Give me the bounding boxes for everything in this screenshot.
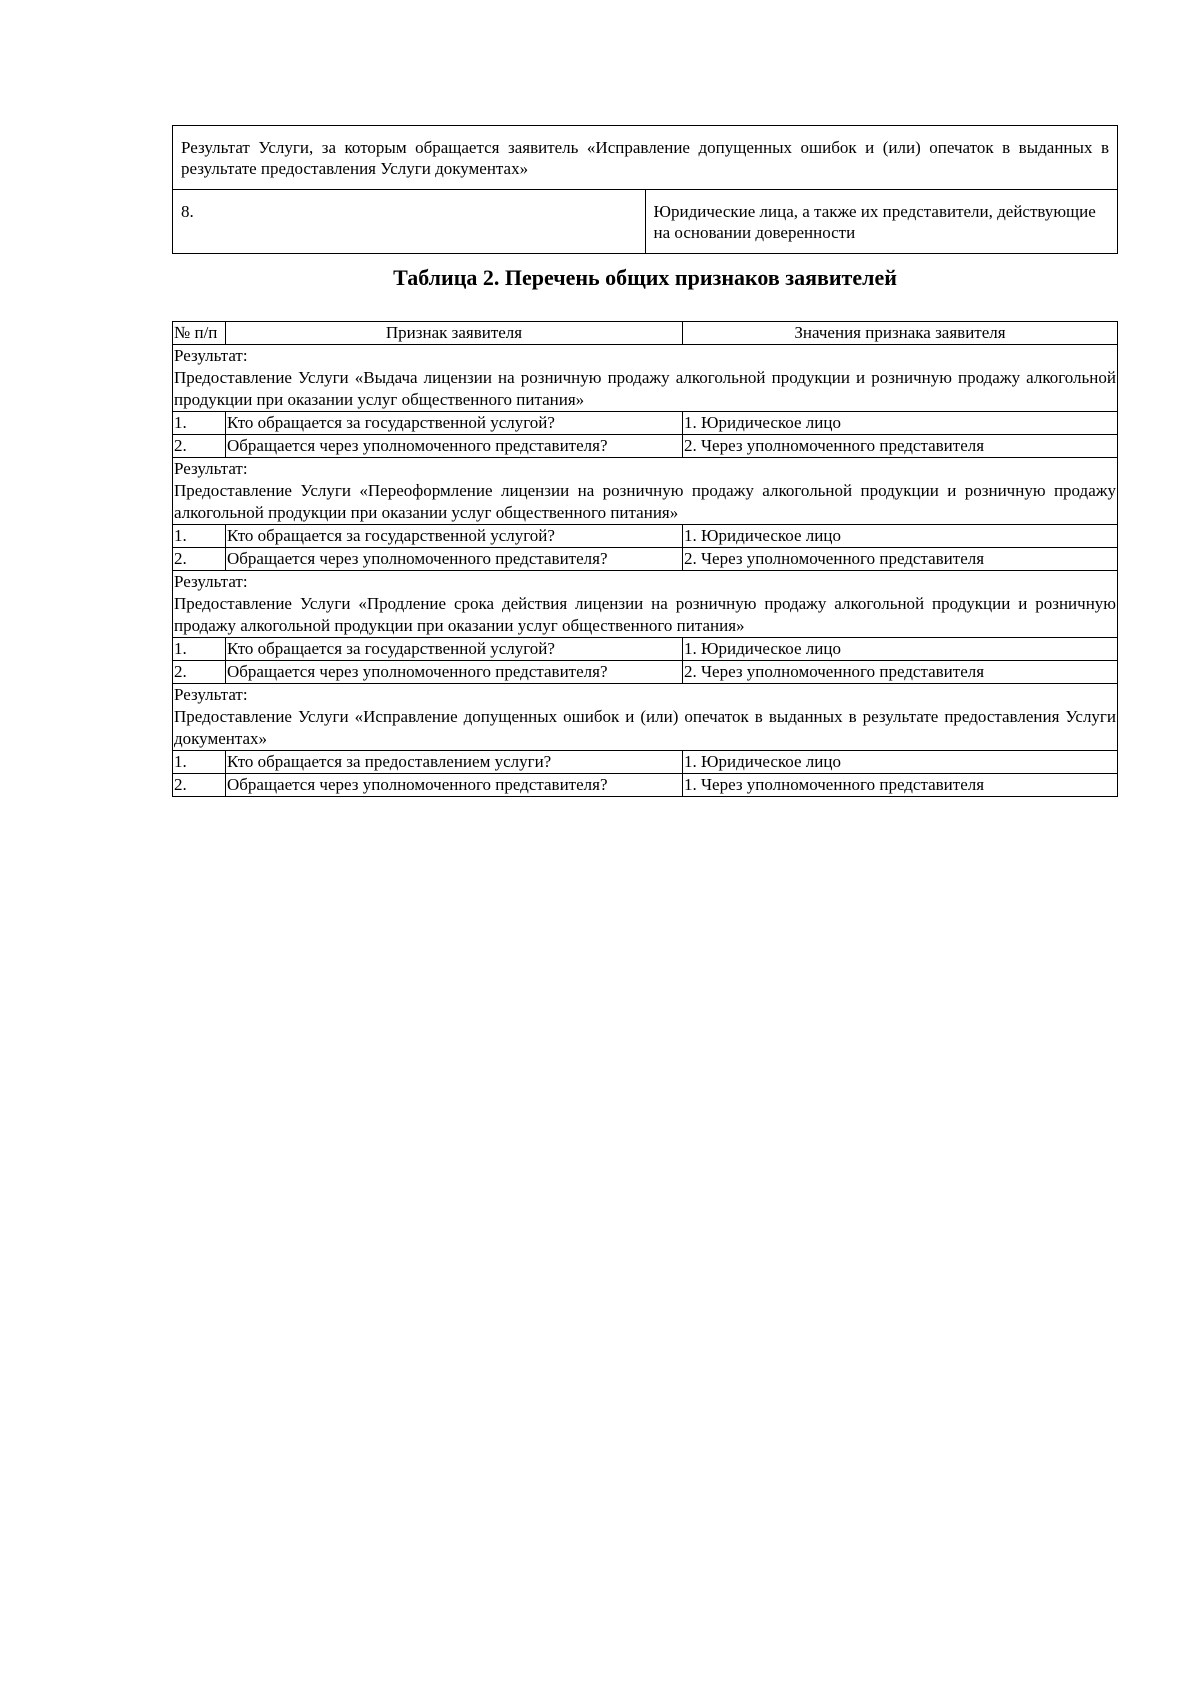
- result-group-cell: [173, 571, 1118, 638]
- result-group-cell: [173, 345, 1118, 412]
- result-text: Предоставление Услуги «Исправление допущенных ошибок и (или) опечаток в выданных в результате предоставления Услуги документах»: [174, 707, 1116, 748]
- feature-cell: Обращается через уполномоченного представителя?: [226, 435, 683, 458]
- result-group-row: [173, 684, 1118, 751]
- common-features-table: [172, 321, 1118, 797]
- feature-cell: Кто обращается за государственной услугой?: [226, 638, 683, 661]
- row-number-cell: 2.: [173, 435, 226, 458]
- result-group-cell: [173, 684, 1118, 751]
- table-row: [173, 661, 1118, 684]
- result-group-row: [173, 458, 1118, 525]
- result-text: Предоставление Услуги «Переоформление лицензии на розничную продажу алкогольной продукции и розничную продажу алкогольной продукции при оказании услуг общественного питания»: [174, 481, 1116, 522]
- result-description-cell: Результат Услуги, за которым обращается заявитель «Исправление допущенных ошибок и (или) опечаток в выданных в результате предоставления Услуги документах»: [173, 126, 1118, 190]
- feature-cell: Кто обращается за государственной услугой?: [226, 525, 683, 548]
- feature-cell: Кто обращается за государственной услугой?: [226, 412, 683, 435]
- column-header-number: № п/п: [173, 322, 226, 345]
- table-row: [173, 638, 1118, 661]
- feature-cell: Обращается через уполномоченного представителя?: [226, 548, 683, 571]
- row-number-cell: 2.: [173, 548, 226, 571]
- table-header-row: [173, 322, 1118, 345]
- table-row: [173, 774, 1118, 797]
- column-header-feature: Признак заявителя: [226, 322, 683, 345]
- row-number-cell: 2.: [173, 774, 226, 797]
- row-number-cell: 2.: [173, 661, 226, 684]
- result-label: Результат:: [174, 685, 248, 704]
- table-heading: Таблица 2. Перечень общих признаков заявителей: [393, 265, 897, 290]
- feature-cell: Кто обращается за предоставлением услуги?: [226, 751, 683, 774]
- value-cell: 1. Юридическое лицо: [683, 638, 1118, 661]
- column-header-value: Значения признака заявителя: [683, 322, 1118, 345]
- table-row: [173, 525, 1118, 548]
- applicants-table-continuation: [172, 125, 1118, 254]
- result-group-cell: [173, 458, 1118, 525]
- applicant-category-cell: Юридические лица, а также их представители, действующие на основании доверенности: [645, 190, 1118, 254]
- result-label: Результат:: [174, 459, 248, 478]
- table-row: [173, 412, 1118, 435]
- table-row: [173, 190, 1118, 254]
- row-number-cell: 8.: [173, 190, 646, 254]
- table-row: [173, 435, 1118, 458]
- row-number-cell: 1.: [173, 638, 226, 661]
- value-cell: 2. Через уполномоченного представителя: [683, 548, 1118, 571]
- value-cell: 1. Юридическое лицо: [683, 412, 1118, 435]
- result-group-row: [173, 345, 1118, 412]
- table-row: [173, 126, 1118, 190]
- result-label: Результат:: [174, 572, 248, 591]
- value-cell: 1. Юридическое лицо: [683, 751, 1118, 774]
- row-number-cell: 1.: [173, 751, 226, 774]
- value-cell: 2. Через уполномоченного представителя: [683, 435, 1118, 458]
- feature-cell: Обращается через уполномоченного представителя?: [226, 774, 683, 797]
- value-cell: 2. Через уполномоченного представителя: [683, 661, 1118, 684]
- table-row: [173, 751, 1118, 774]
- table-row: [173, 548, 1118, 571]
- value-cell: 1. Юридическое лицо: [683, 525, 1118, 548]
- feature-cell: Обращается через уполномоченного представителя?: [226, 661, 683, 684]
- row-number-cell: 1.: [173, 525, 226, 548]
- result-text: Предоставление Услуги «Выдача лицензии на розничную продажу алкогольной продукции и розничную продажу алкогольной продукции при оказании услуг общественного питания»: [174, 368, 1116, 409]
- row-number-cell: 1.: [173, 412, 226, 435]
- result-text: Предоставление Услуги «Продление срока действия лицензии на розничную продажу алкогольной продукции и розничную продажу алкогольной продукции при оказании услуг общественного питания»: [174, 594, 1116, 635]
- value-cell: 1. Через уполномоченного представителя: [683, 774, 1118, 797]
- result-group-row: [173, 571, 1118, 638]
- result-label: Результат:: [174, 346, 248, 365]
